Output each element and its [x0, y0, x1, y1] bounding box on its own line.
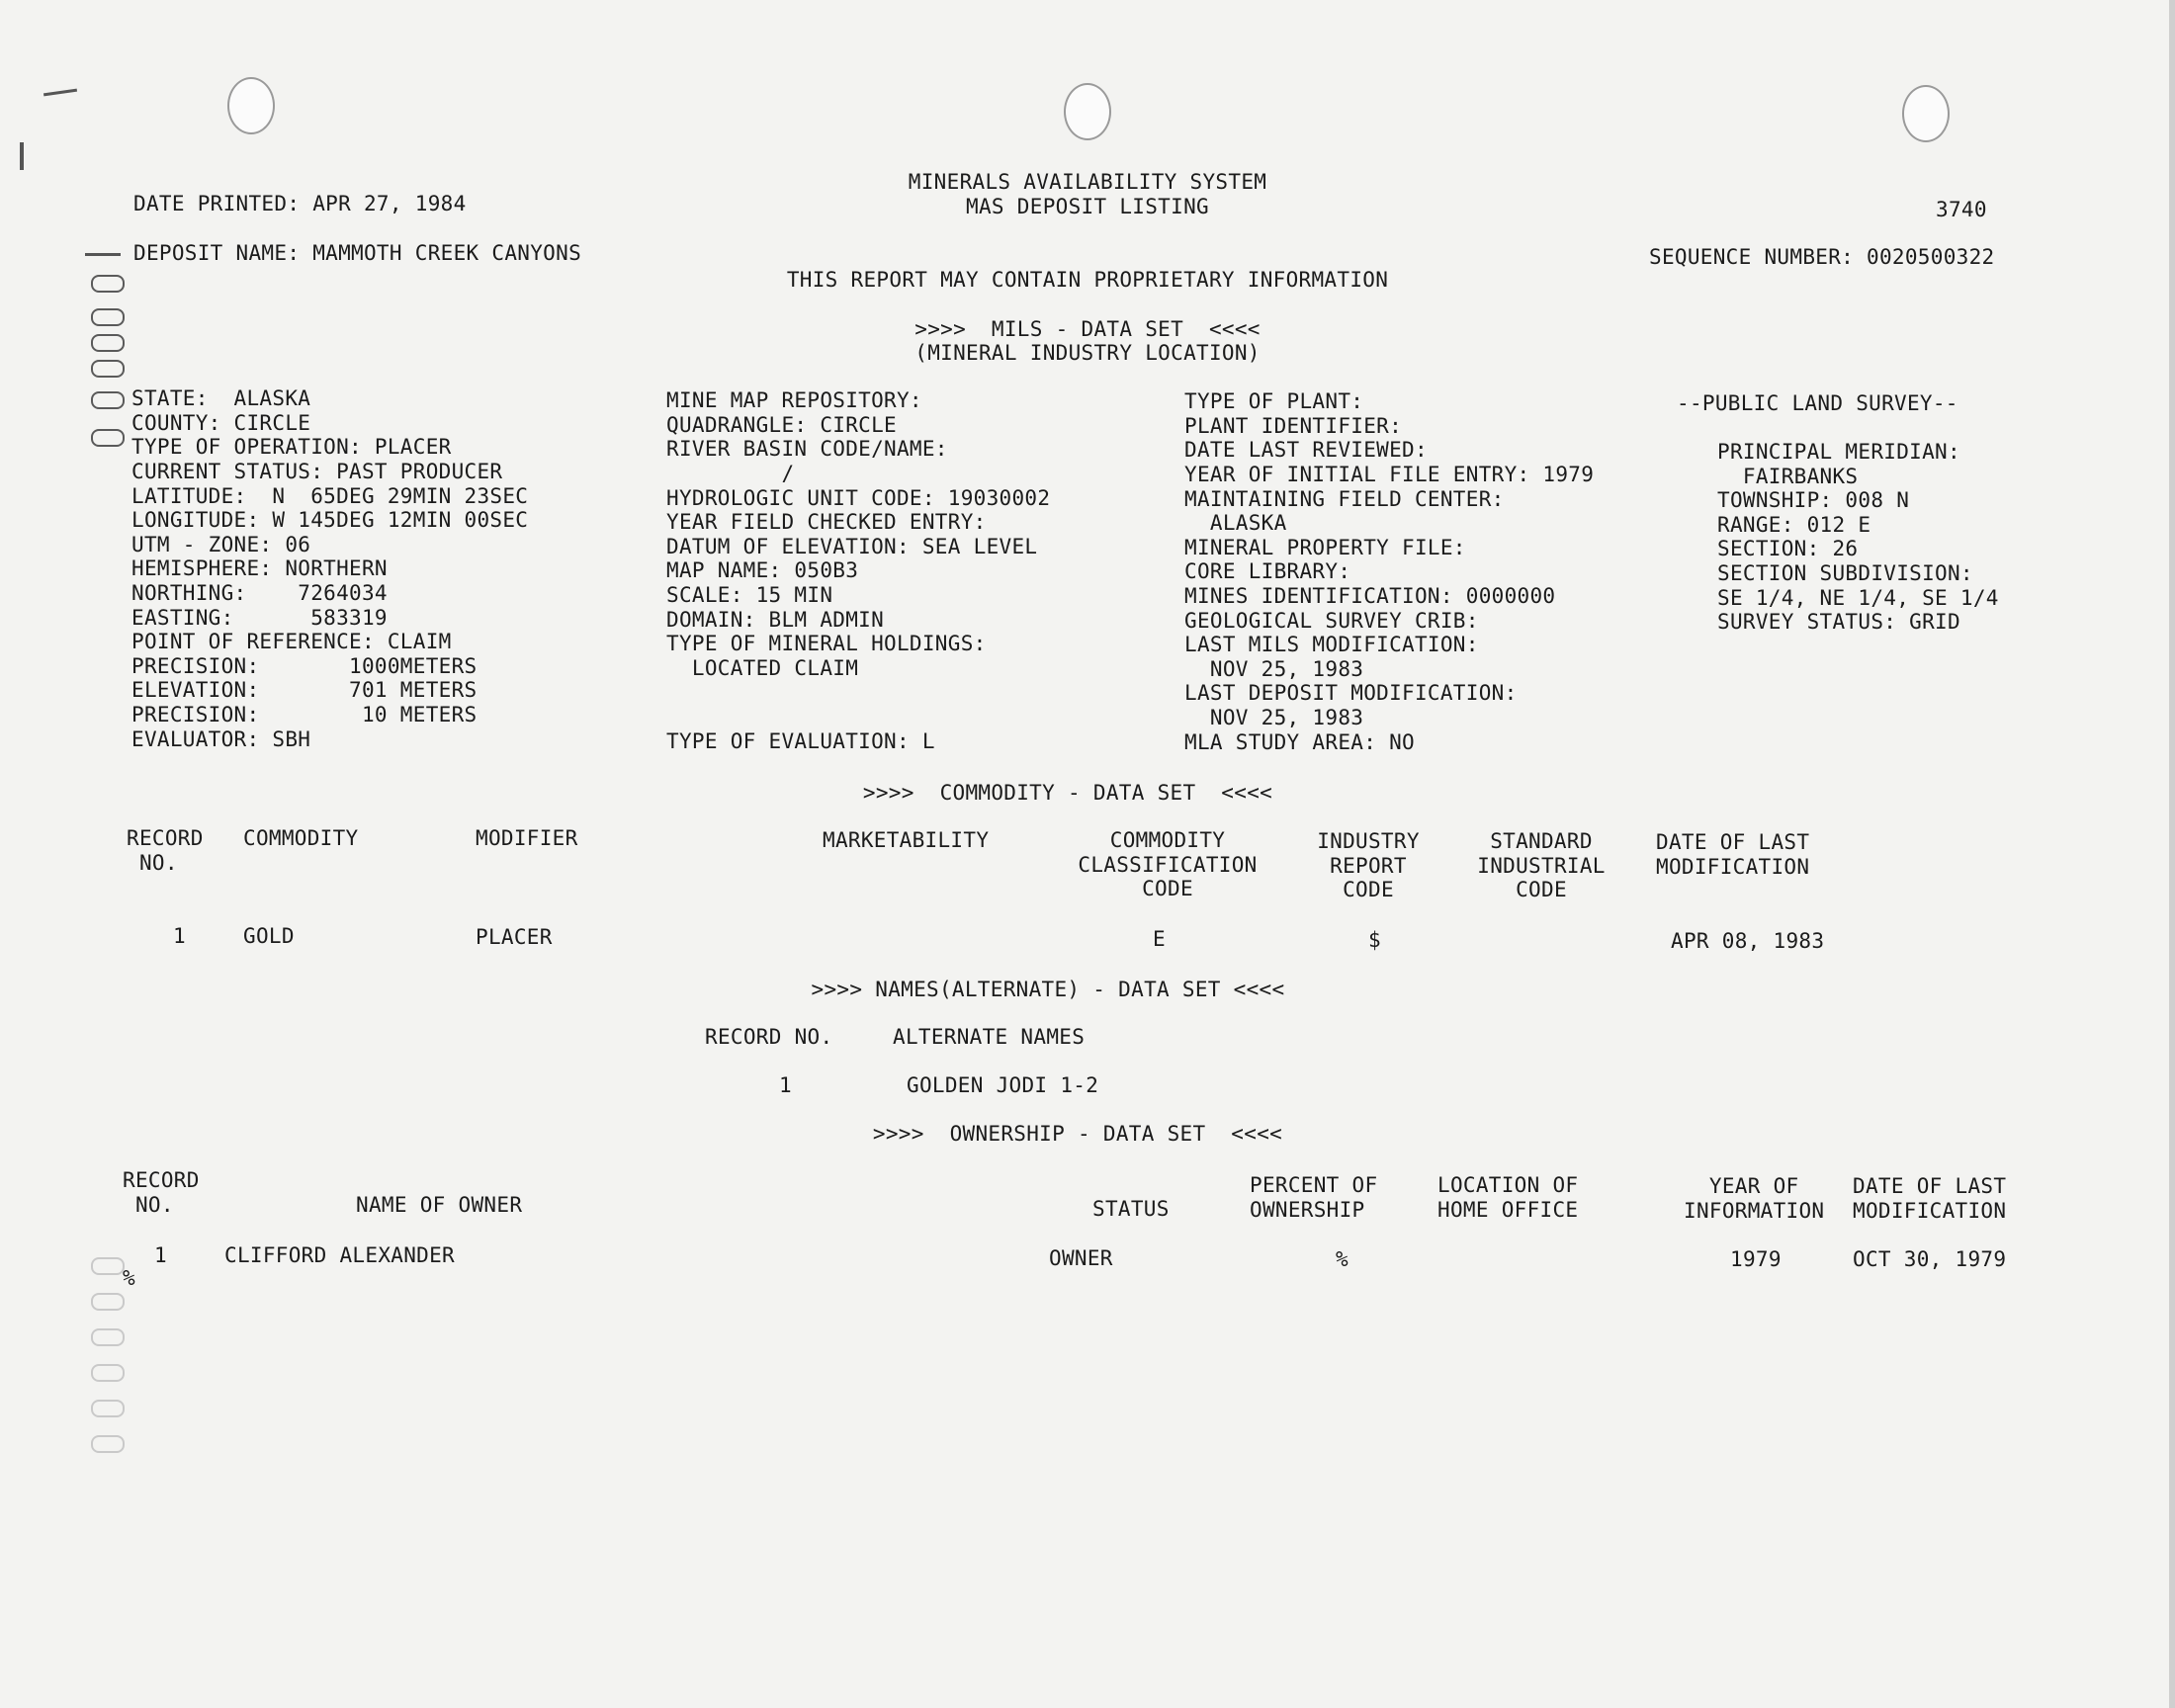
sprocket-hole-faded: [91, 1328, 125, 1346]
mils-field: MAP NAME: 050B3: [666, 558, 859, 582]
mils-field: ALASKA: [1184, 511, 1287, 535]
mils-field: LATITUDE: N 65DEG 29MIN 23SEC: [131, 484, 529, 508]
mils-field: HEMISPHERE: NORTHERN: [131, 556, 388, 580]
page-number: 3740: [1936, 198, 1987, 221]
sprocket-hole-faded: [91, 1257, 125, 1275]
mils-field: NORTHING: 7264034: [131, 581, 388, 605]
names-record: 1: [779, 1073, 792, 1097]
mils-field: UTM - ZONE: 06: [131, 533, 311, 556]
mils-field: YEAR OF INITIAL FILE ENTRY: 1979: [1184, 463, 1595, 486]
tick-mark: [85, 253, 121, 256]
stray-percent-mark: %: [123, 1266, 135, 1290]
mils-field: PLANT IDENTIFIER:: [1184, 414, 1403, 438]
commodity-modifier: PLACER: [476, 925, 553, 949]
mils-field: TYPE OF PLANT:: [1184, 389, 1364, 413]
survey-title: --PUBLIC LAND SURVEY--: [1677, 391, 1958, 415]
alternate-name: GOLDEN JODI 1-2: [907, 1073, 1099, 1097]
mils-field: POINT OF REFERENCE: CLAIM: [131, 630, 452, 653]
mils-field: DOMAIN: BLM ADMIN: [666, 608, 885, 632]
mils-field: LAST MILS MODIFICATION:: [1184, 633, 1479, 656]
mils-field: LONGITUDE: W 145DEG 12MIN 00SEC: [131, 508, 529, 532]
mils-field: DATE LAST REVIEWED:: [1184, 438, 1428, 462]
binder-hole-center: [1064, 83, 1111, 140]
mils-field: YEAR FIELD CHECKED ENTRY:: [666, 510, 987, 534]
mils-field: MAINTAINING FIELD CENTER:: [1184, 487, 1505, 511]
survey-field: PRINCIPAL MERIDIAN:: [1717, 440, 1960, 464]
mils-field: MINERAL PROPERTY FILE:: [1184, 536, 1466, 559]
sprocket-hole: [91, 308, 125, 326]
names-header-names: ALTERNATE NAMES: [893, 1025, 1086, 1049]
system-title: MINERALS AVAILABILITY SYSTEM: [908, 170, 1267, 194]
mils-field: EVALUATOR: SBH: [131, 727, 311, 751]
binder-hole-left: [227, 77, 275, 134]
mils-field: TYPE OF OPERATION: PLACER: [131, 435, 452, 459]
sprocket-hole: [91, 360, 125, 378]
sprocket-hole: [91, 429, 125, 447]
listing-title: MAS DEPOSIT LISTING: [966, 195, 1209, 218]
commodity-name: GOLD: [243, 924, 295, 948]
mils-field: MINE MAP REPOSITORY:: [666, 388, 922, 412]
commodity-header-date: DATE OF LAST MODIFICATION: [1656, 830, 1810, 879]
owner-percent: %: [1336, 1247, 1348, 1271]
sprocket-hole-faded: [91, 1400, 125, 1417]
ownership-header-name: NAME OF OWNER: [356, 1193, 523, 1217]
mils-field: MINES IDENTIFICATION: 0000000: [1184, 584, 1556, 608]
ownership-header-status: STATUS: [1092, 1197, 1170, 1221]
commodity-classification: E: [1153, 927, 1166, 951]
commodity-header-modifier: MODIFIER: [476, 826, 578, 850]
commodity-header-record: RECORD NO.: [127, 826, 204, 875]
mils-field: DATUM OF ELEVATION: SEA LEVEL: [666, 535, 1038, 558]
binder-hole-right: [1902, 85, 1950, 142]
mils-field: GEOLOGICAL SURVEY CRIB:: [1184, 609, 1479, 633]
ownership-header-location: LOCATION OF HOME OFFICE: [1437, 1173, 1579, 1222]
owner-name: CLIFFORD ALEXANDER: [224, 1243, 455, 1267]
sprocket-hole: [91, 391, 125, 409]
survey-field: RANGE: 012 E: [1717, 513, 1871, 537]
mils-field: NOV 25, 1983: [1184, 706, 1364, 729]
ownership-header-record: RECORD NO.: [123, 1168, 200, 1217]
commodity-header-industry: INDUSTRY REPORT CODE: [1317, 829, 1420, 902]
sprocket-hole-faded: [91, 1435, 125, 1453]
survey-field: SECTION SUBDIVISION:: [1717, 561, 1973, 585]
survey-field: TOWNSHIP: 008 N: [1717, 488, 1910, 512]
deposit-name: DEPOSIT NAME: MAMMOTH CREEK CANYONS: [133, 241, 582, 265]
mils-field: PRECISION: 1000METERS: [131, 654, 478, 678]
mils-field: TYPE OF MINERAL HOLDINGS:: [666, 632, 987, 655]
mils-field: /: [666, 462, 795, 485]
survey-field: SECTION: 26: [1717, 537, 1859, 560]
owner-record: 1: [154, 1243, 167, 1267]
mils-field: NOV 25, 1983: [1184, 657, 1364, 681]
sequence-number: SEQUENCE NUMBER: 0020500322: [1649, 245, 1995, 269]
ownership-header-year: YEAR OF INFORMATION: [1684, 1174, 1825, 1223]
mils-field: CORE LIBRARY:: [1184, 559, 1351, 583]
sprocket-hole: [91, 334, 125, 352]
survey-field: SURVEY STATUS: GRID: [1717, 610, 1960, 634]
commodity-header-commodity: COMMODITY: [243, 826, 359, 850]
mils-field: COUNTY: CIRCLE: [131, 411, 311, 435]
date-printed: DATE PRINTED: APR 27, 1984: [133, 192, 467, 215]
commodity-header-classification: COMMODITY CLASSIFICATION CODE: [1078, 828, 1258, 901]
commodity-header-marketability: MARKETABILITY: [823, 828, 990, 852]
commodity-date: APR 08, 1983: [1671, 929, 1825, 953]
mils-field: STATE: ALASKA: [131, 386, 311, 410]
ownership-header-date: DATE OF LAST MODIFICATION: [1853, 1174, 2007, 1223]
sprocket-hole: [91, 275, 125, 293]
mils-field: QUADRANGLE: CIRCLE: [666, 413, 897, 437]
ownership-title: >>>> OWNERSHIP - DATA SET <<<<: [872, 1122, 1283, 1146]
edge-mark: [44, 89, 77, 97]
mils-field: HYDROLOGIC UNIT CODE: 19030002: [666, 486, 1051, 510]
mils-field: ELEVATION: 701 METERS: [131, 678, 478, 702]
mils-field: RIVER BASIN CODE/NAME:: [666, 437, 948, 461]
mils-subtitle: (MINERAL INDUSTRY LOCATION): [914, 341, 1261, 365]
mils-field: CURRENT STATUS: PAST PRODUCER: [131, 460, 503, 483]
edge-mark: [20, 142, 24, 170]
page-edge: [2169, 0, 2175, 1708]
mils-field: SCALE: 15 MIN: [666, 583, 833, 607]
ownership-header-percent: PERCENT OF OWNERSHIP: [1250, 1173, 1378, 1222]
commodity-industry-code: $: [1368, 928, 1381, 952]
mils-field: PRECISION: 10 METERS: [131, 703, 478, 726]
mils-field: LOCATED CLAIM: [666, 656, 859, 680]
owner-date: OCT 30, 1979: [1853, 1247, 2007, 1271]
sprocket-hole-faded: [91, 1364, 125, 1382]
commodity-header-standard: STANDARD INDUSTRIAL CODE: [1477, 829, 1606, 902]
names-title: >>>> NAMES(ALTERNATE) - DATA SET <<<<: [811, 978, 1285, 1001]
survey-field: SE 1/4, NE 1/4, SE 1/4: [1717, 586, 1999, 610]
mils-field: MLA STUDY AREA: NO: [1184, 730, 1415, 754]
sprocket-hole-faded: [91, 1293, 125, 1311]
mils-field: LAST DEPOSIT MODIFICATION:: [1184, 681, 1518, 705]
mils-title: >>>> MILS - DATA SET <<<<: [914, 317, 1261, 341]
commodity-title: >>>> COMMODITY - DATA SET <<<<: [862, 781, 1273, 805]
mils-field: EASTING: 583319: [131, 606, 388, 630]
owner-year: 1979: [1730, 1247, 1782, 1271]
owner-status: OWNER: [1049, 1246, 1113, 1270]
proprietary-notice: THIS REPORT MAY CONTAIN PROPRIETARY INFORMATION: [786, 268, 1389, 292]
survey-field: FAIRBANKS: [1717, 465, 1859, 488]
commodity-record: 1: [173, 924, 186, 948]
mils-field: TYPE OF EVALUATION: L: [666, 729, 935, 753]
names-header-record: RECORD NO.: [705, 1025, 833, 1049]
